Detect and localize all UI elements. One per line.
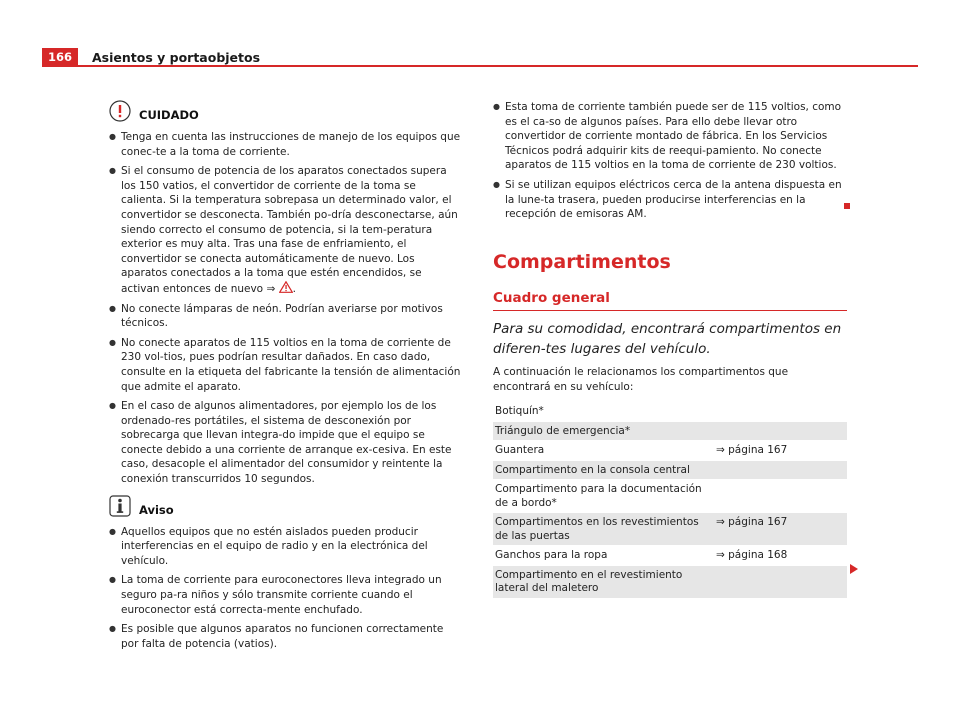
table-cell-ref[interactable] bbox=[714, 565, 847, 598]
caution-title: CUIDADO bbox=[139, 108, 199, 122]
end-square-icon bbox=[844, 203, 850, 209]
table-row bbox=[493, 565, 847, 598]
table-row bbox=[493, 421, 847, 441]
table-row bbox=[493, 460, 847, 480]
section-title: Compartimentos bbox=[493, 251, 671, 273]
table-cell-ref[interactable]: ⇒ página 167 bbox=[714, 513, 847, 546]
table-cell-ref[interactable] bbox=[714, 480, 847, 513]
info-bullet: ● Esta toma de corriente también puede ser de 115 voltios, como es el ca-so de algunos países. Para ello debe llevar otro convertidor de corriente montado de fábrica. En los Servicios Técnicos podrá adquirir kits de reequi-pamiento. No conecte aparatos de 115 voltios en la toma de corriente de 230 voltios. bbox=[493, 100, 847, 173]
table-cell-item: Guantera bbox=[493, 441, 714, 461]
caution-bullet bbox=[109, 164, 461, 296]
table-row bbox=[493, 402, 847, 421]
subsection-title: Cuadro general bbox=[493, 290, 847, 311]
body-text: A continuación le relacionamos los compartimentos que encontrará en su vehículo: bbox=[493, 366, 789, 393]
compartments-table-wrap bbox=[493, 402, 847, 599]
next-page-arrow-icon[interactable] bbox=[850, 564, 858, 574]
intro-text: Para su comodidad, encontrará compartimentos en diferen-tes lugares del vehículo. bbox=[493, 321, 842, 357]
table-cell-item: Triángulo de emergencia* bbox=[493, 421, 714, 441]
table-cell-ref[interactable] bbox=[714, 421, 847, 441]
table-cell-item: Compartimento en el revestimiento lateral del maletero bbox=[493, 565, 714, 598]
caution-bullet-text: Si el consumo de potencia de los aparatos conectados supera los 150 vatios, el convertidor de corriente de la toma se calienta. Si la temperatura sobrepasa un determinado valor, el convertidor se desconecta. También po-dría desconectarse, aún siendo correcto el consumo de potencia, si la tem-peratura exterior es muy alta. Tras una fase de enfriamiento, el convertidor se conecta automáticamente de nuevo. Los aparatos conectados a la toma que estén encendidos, se activan entonces de nuevo ⇒ bbox=[121, 165, 458, 295]
caution-bullet: ● No conecte lámparas de neón. Podrían averiarse por motivos técnicos. bbox=[109, 302, 461, 331]
caution-bullet: ● En el caso de algunos alimentadores, por ejemplo los de los ordenado-res portátiles, el sistema de desconexión por sobrecarga que llevan integra-do impide que el equipo se conecte debido a una corriente de arranque ex-cesiva. En este caso, desacople el alimentador del consumidor y reintente la conexión transcurridos 10 segundos. bbox=[109, 399, 461, 487]
note-bullet: ● La toma de corriente para euroconectores lleva integrado un seguro pa-ra niños y sólo transmite corriente cuando el euroconector está correcta-mente enchufado. bbox=[109, 573, 461, 617]
page-header bbox=[42, 48, 918, 67]
left-column bbox=[109, 102, 461, 656]
section-block bbox=[493, 251, 847, 273]
table-cell-item: Botiquín* bbox=[493, 402, 714, 421]
table-row bbox=[493, 513, 847, 546]
table-row bbox=[493, 546, 847, 566]
page-number: 166 bbox=[42, 48, 78, 67]
table-cell-ref[interactable]: ⇒ página 167 bbox=[714, 441, 847, 461]
subsection-block bbox=[493, 290, 847, 311]
table-cell-ref[interactable]: ⇒ página 168 bbox=[714, 546, 847, 566]
note-bullet: ● Es posible que algunos aparatos no funcionen correctamente por falta de potencia (vatios). bbox=[109, 622, 461, 651]
body-block bbox=[493, 365, 847, 394]
table-cell-ref[interactable] bbox=[714, 402, 847, 421]
table-cell-item: Compartimento en la consola central bbox=[493, 460, 714, 480]
note-header bbox=[109, 497, 461, 521]
caution-bullet-end: . bbox=[292, 282, 296, 295]
right-column bbox=[493, 100, 847, 227]
compartments-table bbox=[493, 402, 847, 599]
info-bullet: ● Si se utilizan equipos eléctricos cerca de la antena dispuesta en la lune-ta trasera, pueden producirse interferencias en la recepción de emisoras AM. bbox=[493, 178, 847, 222]
table-cell-item: Compartimento para la documentación de a bordo* bbox=[493, 480, 714, 513]
note-bullet: ● Aquellos equipos que no estén aislados pueden producir interferencias en el equipo de radio y en la electrónica del vehículo. bbox=[109, 525, 461, 569]
info-icon bbox=[109, 495, 131, 517]
table-cell-item: Compartimentos en los revestimientos de las puertas bbox=[493, 513, 714, 546]
caution-icon bbox=[109, 100, 131, 122]
caution-bullet: ● No conecte aparatos de 115 voltios en la toma de corriente de 230 vol-tios, pues podrían resultar dañados. En caso dado, consulte en la etiqueta del fabricante la tensión de alimentación que admite el aparato. bbox=[109, 336, 461, 394]
table-cell-item: Ganchos para la ropa bbox=[493, 546, 714, 566]
note-title: Aviso bbox=[139, 502, 174, 517]
table-row bbox=[493, 480, 847, 513]
warning-triangle-icon[interactable] bbox=[279, 281, 293, 293]
table-row bbox=[493, 441, 847, 461]
caution-bullet: ● Tenga en cuenta las instrucciones de manejo de los equipos que conec-te a la toma de corriente. bbox=[109, 130, 461, 159]
caution-header bbox=[109, 102, 461, 126]
chapter-title: Asientos y portaobjetos bbox=[92, 50, 261, 65]
table-cell-ref[interactable] bbox=[714, 460, 847, 480]
intro-block bbox=[493, 319, 847, 359]
